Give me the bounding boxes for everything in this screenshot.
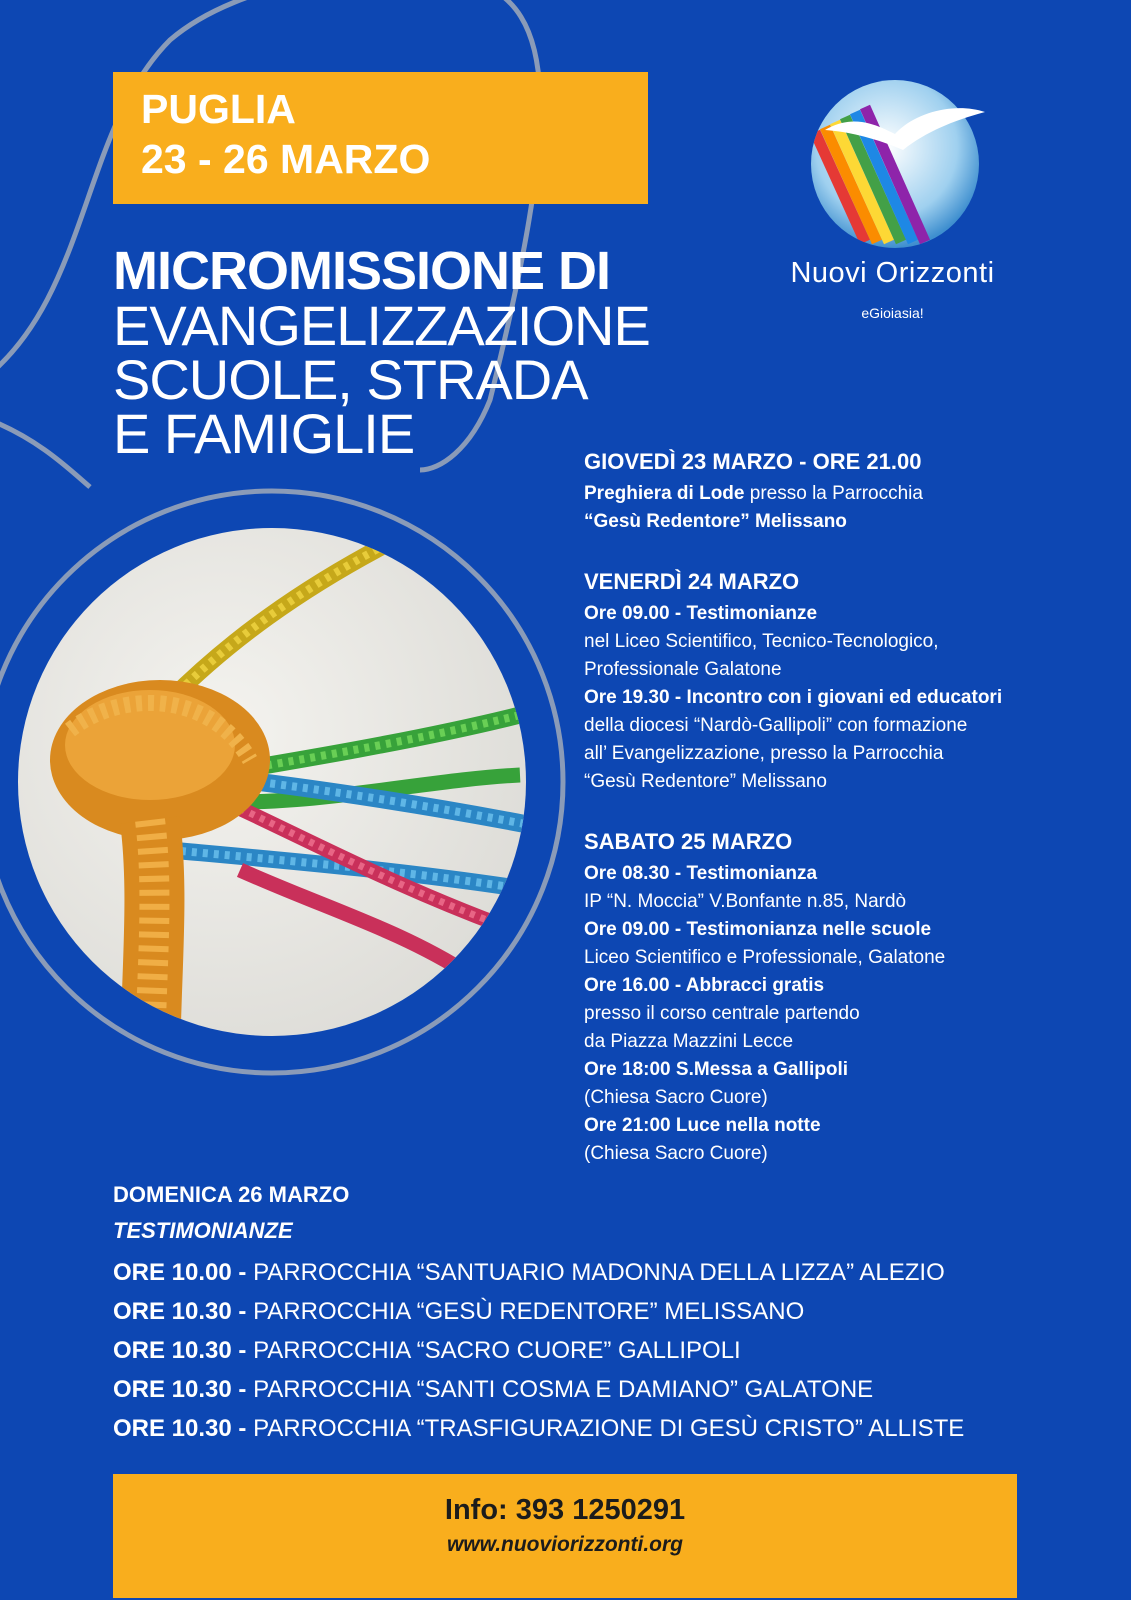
website-link[interactable]: www.nuoviorizzonti.org — [446, 1533, 684, 1556]
event-title: Ore 16.00 - Abbracci gratis — [584, 975, 825, 996]
event-detail: da Piazza Mazzini Lecce — [584, 1031, 794, 1052]
schedule — [584, 446, 1104, 1198]
saturday-block — [584, 826, 1104, 1168]
list-item — [113, 1253, 1113, 1292]
logo-tagline: eGioiasia! — [861, 305, 924, 321]
event-detail: “Gesù Redentore” Melissano — [584, 771, 827, 792]
headline — [113, 241, 713, 465]
item-place: PARROCCHIA “SACRO CUORE” GALLIPOLI — [253, 1337, 741, 1364]
list-item — [113, 1292, 1113, 1331]
event-detail: (Chiesa Sacro Cuore) — [584, 1143, 768, 1164]
headline-line-2: EVANGELIZZAZIONE — [113, 294, 650, 357]
sunday-section — [113, 1177, 1113, 1448]
day-heading: VENERDÌ 24 MARZO — [584, 569, 800, 594]
headline-line-3: SCUOLE, STRADA — [113, 348, 588, 411]
event-title: Ore 09.00 - Testimonianza nelle scuole — [584, 919, 932, 940]
item-time: ORE 10.00 - — [113, 1259, 254, 1286]
item-place: PARROCCHIA “GESÙ REDENTORE” MELISSANO — [253, 1298, 805, 1325]
item-place: PARROCCHIA “SANTUARIO MADONNA DELLA LIZZA” ALEZIO — [253, 1259, 945, 1286]
event-title: Ore 18:00 S.Messa a Gallipoli — [584, 1059, 849, 1080]
event-detail: Professionale Galatone — [584, 659, 782, 680]
list-item — [113, 1409, 1113, 1448]
item-time: ORE 10.30 - — [113, 1376, 254, 1403]
item-time: ORE 10.30 - — [113, 1415, 254, 1442]
event-detail: nel Liceo Scientifico, Tecnico-Tecnologico, — [584, 631, 939, 652]
event-title: Ore 08.30 - Testimonianza — [584, 863, 818, 884]
event-detail: (Chiesa Sacro Cuore) — [584, 1087, 768, 1108]
event-detail: presso la Parrocchia — [744, 483, 923, 504]
event-detail: presso il corso centrale partendo — [584, 1003, 860, 1024]
event-detail: Liceo Scientifico e Professionale, Galatone — [584, 947, 946, 968]
date-banner — [113, 72, 648, 204]
event-line — [584, 480, 1104, 508]
knotted-ropes-photo — [0, 500, 560, 1080]
headline-line-4: E FAMIGLIE — [113, 402, 415, 465]
event-location: “Gesù Redentore” Melissano — [584, 511, 847, 532]
thursday-block — [584, 446, 1104, 536]
dove-globe-rainbow-icon — [795, 72, 995, 252]
event-detail: all’ Evangelizzazione, presso la Parrocchia — [584, 743, 944, 764]
event-title: Ore 09.00 - Testimonianze — [584, 603, 818, 624]
list-item — [113, 1370, 1113, 1409]
headline-line-1: MICROMISSIONE DI — [113, 241, 611, 301]
event-title: Preghiera di Lode — [584, 483, 745, 504]
item-time: ORE 10.30 - — [113, 1298, 254, 1325]
day-heading: SABATO 25 MARZO — [584, 829, 793, 854]
list-item — [113, 1331, 1113, 1370]
day-heading: DOMENICA 26 MARZO — [113, 1182, 350, 1207]
section-subtitle: TESTIMONIANZE — [113, 1218, 293, 1243]
info-banner — [113, 1474, 1017, 1598]
region-label: PUGLIA — [141, 86, 296, 132]
friday-block — [584, 566, 1104, 796]
logo-name: Nuovi Orizzonti — [790, 257, 995, 289]
item-place: PARROCCHIA “TRASFIGURAZIONE DI GESÙ CRISTO” ALLISTE — [253, 1415, 965, 1442]
event-title: Ore 19.30 - Incontro con i giovani ed educatori — [584, 687, 1003, 708]
item-place: PARROCCHIA “SANTI COSMA E DAMIANO” GALATONE — [253, 1376, 874, 1403]
day-heading: GIOVEDÌ 23 MARZO - ORE 21.00 — [584, 449, 922, 474]
event-detail: della diocesi “Nardò-Gallipoli” con formazione — [584, 715, 968, 736]
nuovi-orizzonti-logo — [795, 72, 995, 332]
item-time: ORE 10.30 - — [113, 1337, 254, 1364]
event-title: Ore 21:00 Luce nella notte — [584, 1115, 821, 1136]
event-detail: IP “N. Moccia” V.Bonfante n.85, Nardò — [584, 891, 907, 912]
date-range: 23 - 26 MARZO — [141, 136, 431, 182]
info-phone: Info: 393 1250291 — [444, 1494, 686, 1526]
